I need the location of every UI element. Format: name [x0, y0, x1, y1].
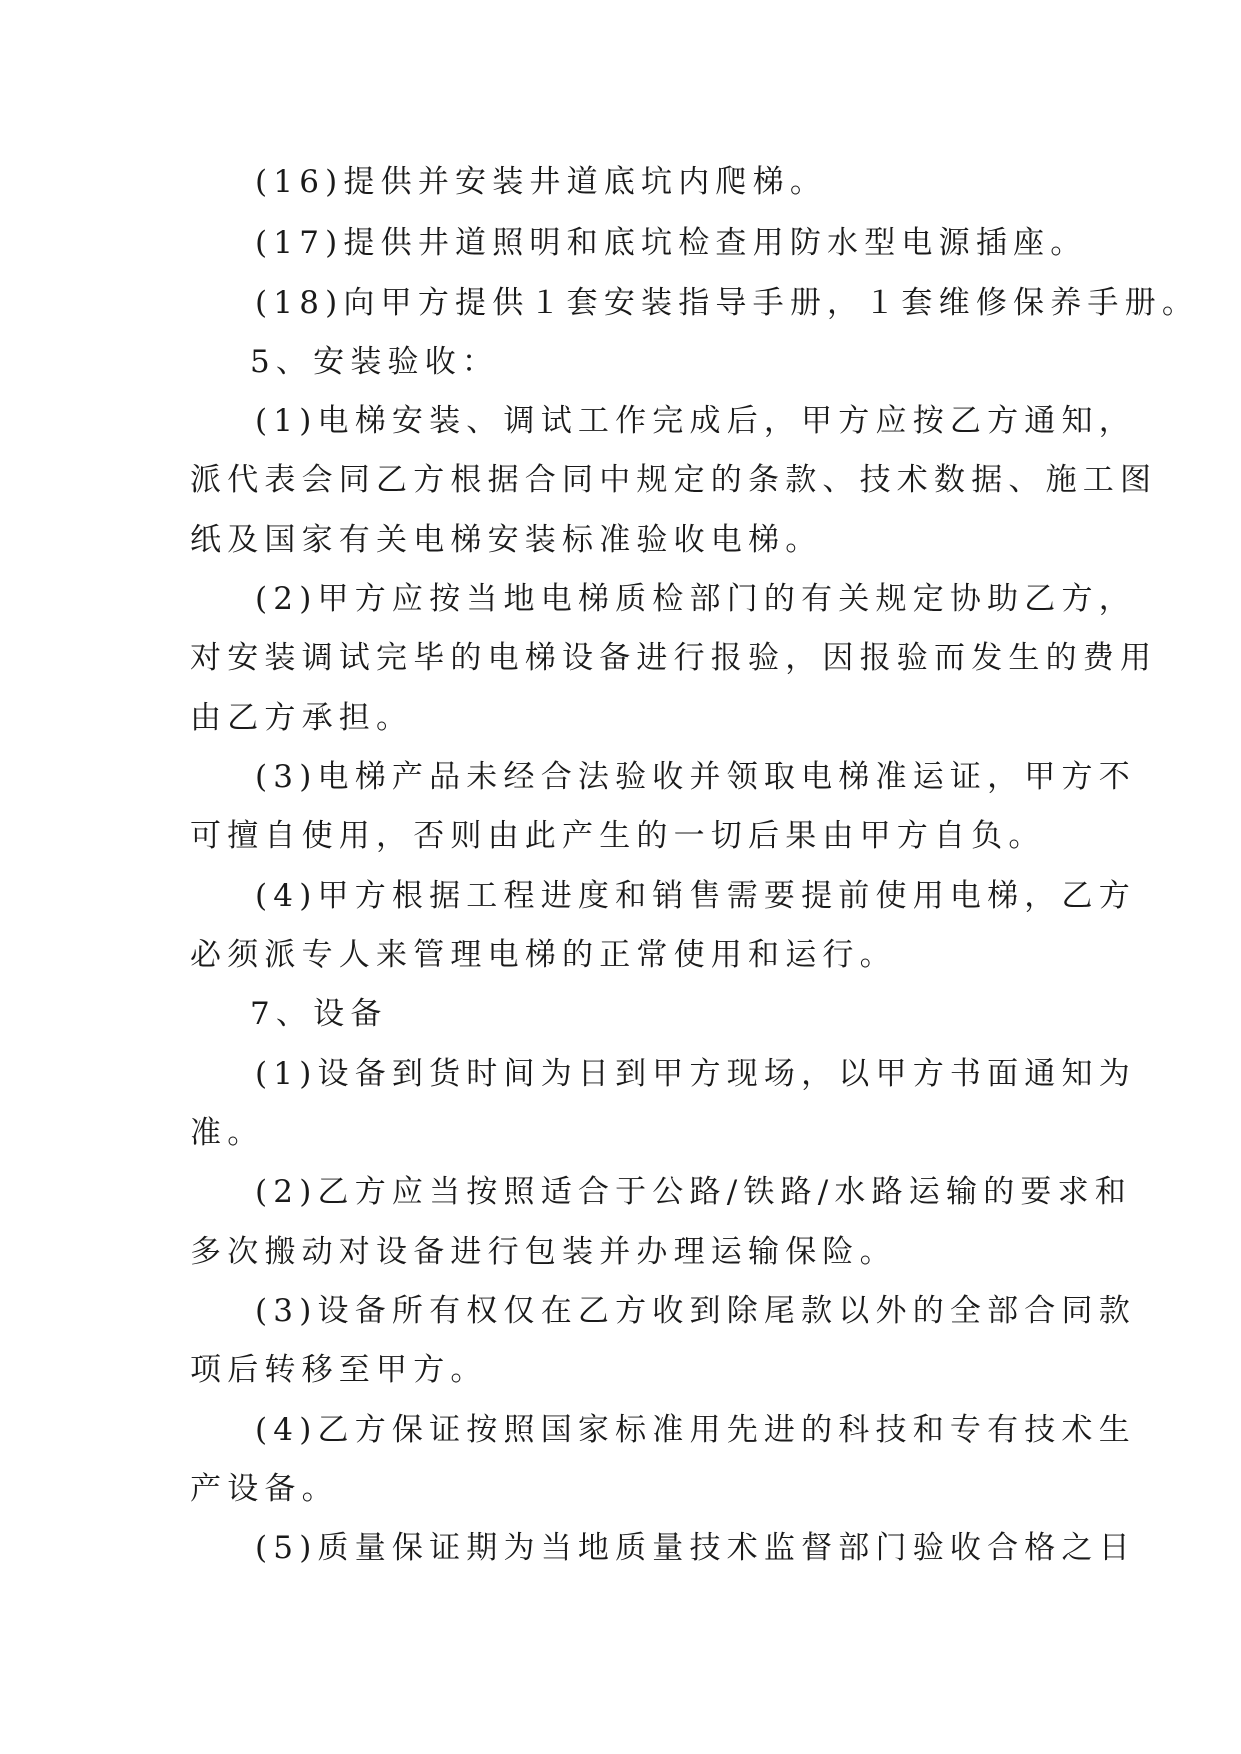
paragraph-item-17: (17)提供井道照明和底坑检查用防水型电源插座。: [255, 225, 1088, 261]
paragraph-equipment-3: (3)设备所有权仅在乙方收到除尾款以外的全部合同款: [255, 1293, 1136, 1329]
paragraph-item-18: (18)向甲方提供１套安装指导手册，１套维修保养手册。: [255, 285, 1200, 321]
paragraph-equipment-1-line2: 准。: [190, 1115, 265, 1151]
paragraph-acceptance-2-line2: 对安装调试完毕的电梯设备进行报验，因报验而发生的费用: [190, 640, 1158, 676]
paragraph-acceptance-1: (1)电梯安装、调试工作完成后，甲方应按乙方通知，: [255, 403, 1136, 439]
paragraph-equipment-2-line2: 多次搬动对设备进行包装并办理运输保险。: [190, 1234, 897, 1270]
paragraph-equipment-4-line2: 产设备。: [190, 1471, 339, 1507]
paragraph-equipment-5: (5)质量保证期为当地质量技术监督部门验收合格之日: [255, 1530, 1136, 1566]
section-heading-installation-acceptance: 5、安装验收：: [250, 344, 500, 380]
paragraph-acceptance-1-line3: 纸及国家有关电梯安装标准验收电梯。: [190, 522, 823, 558]
paragraph-acceptance-2-line3: 由乙方承担。: [190, 700, 414, 736]
paragraph-acceptance-3-line2: 可擅自使用，否则由此产生的一切后果由甲方自负。: [190, 818, 1046, 854]
paragraph-acceptance-4-line2: 必须派专人来管理电梯的正常使用和运行。: [190, 937, 897, 973]
paragraph-acceptance-4: (4)甲方根据工程进度和销售需要提前使用电梯，乙方: [255, 878, 1136, 914]
paragraph-equipment-3-line2: 项后转移至甲方。: [190, 1352, 488, 1388]
paragraph-equipment-1: (1)设备到货时间为日到甲方现场，以甲方书面通知为: [255, 1056, 1136, 1092]
paragraph-acceptance-1-line2: 派代表会同乙方根据合同中规定的条款、技术数据、施工图: [190, 462, 1158, 498]
paragraph-equipment-2: (2)乙方应当按照适合于公路/铁路/水路运输的要求和: [255, 1174, 1132, 1210]
paragraph-acceptance-2: (2)甲方应按当地电梯质检部门的有关规定协助乙方，: [255, 581, 1136, 617]
paragraph-acceptance-3: (3)电梯产品未经合法验收并领取电梯准运证，甲方不: [255, 759, 1136, 795]
paragraph-equipment-4: (4)乙方保证按照国家标准用先进的科技和专有技术生: [255, 1412, 1136, 1448]
paragraph-item-16: (16)提供并安装井道底坑内爬梯。: [255, 164, 828, 200]
section-heading-equipment: 7、设备: [250, 996, 388, 1032]
